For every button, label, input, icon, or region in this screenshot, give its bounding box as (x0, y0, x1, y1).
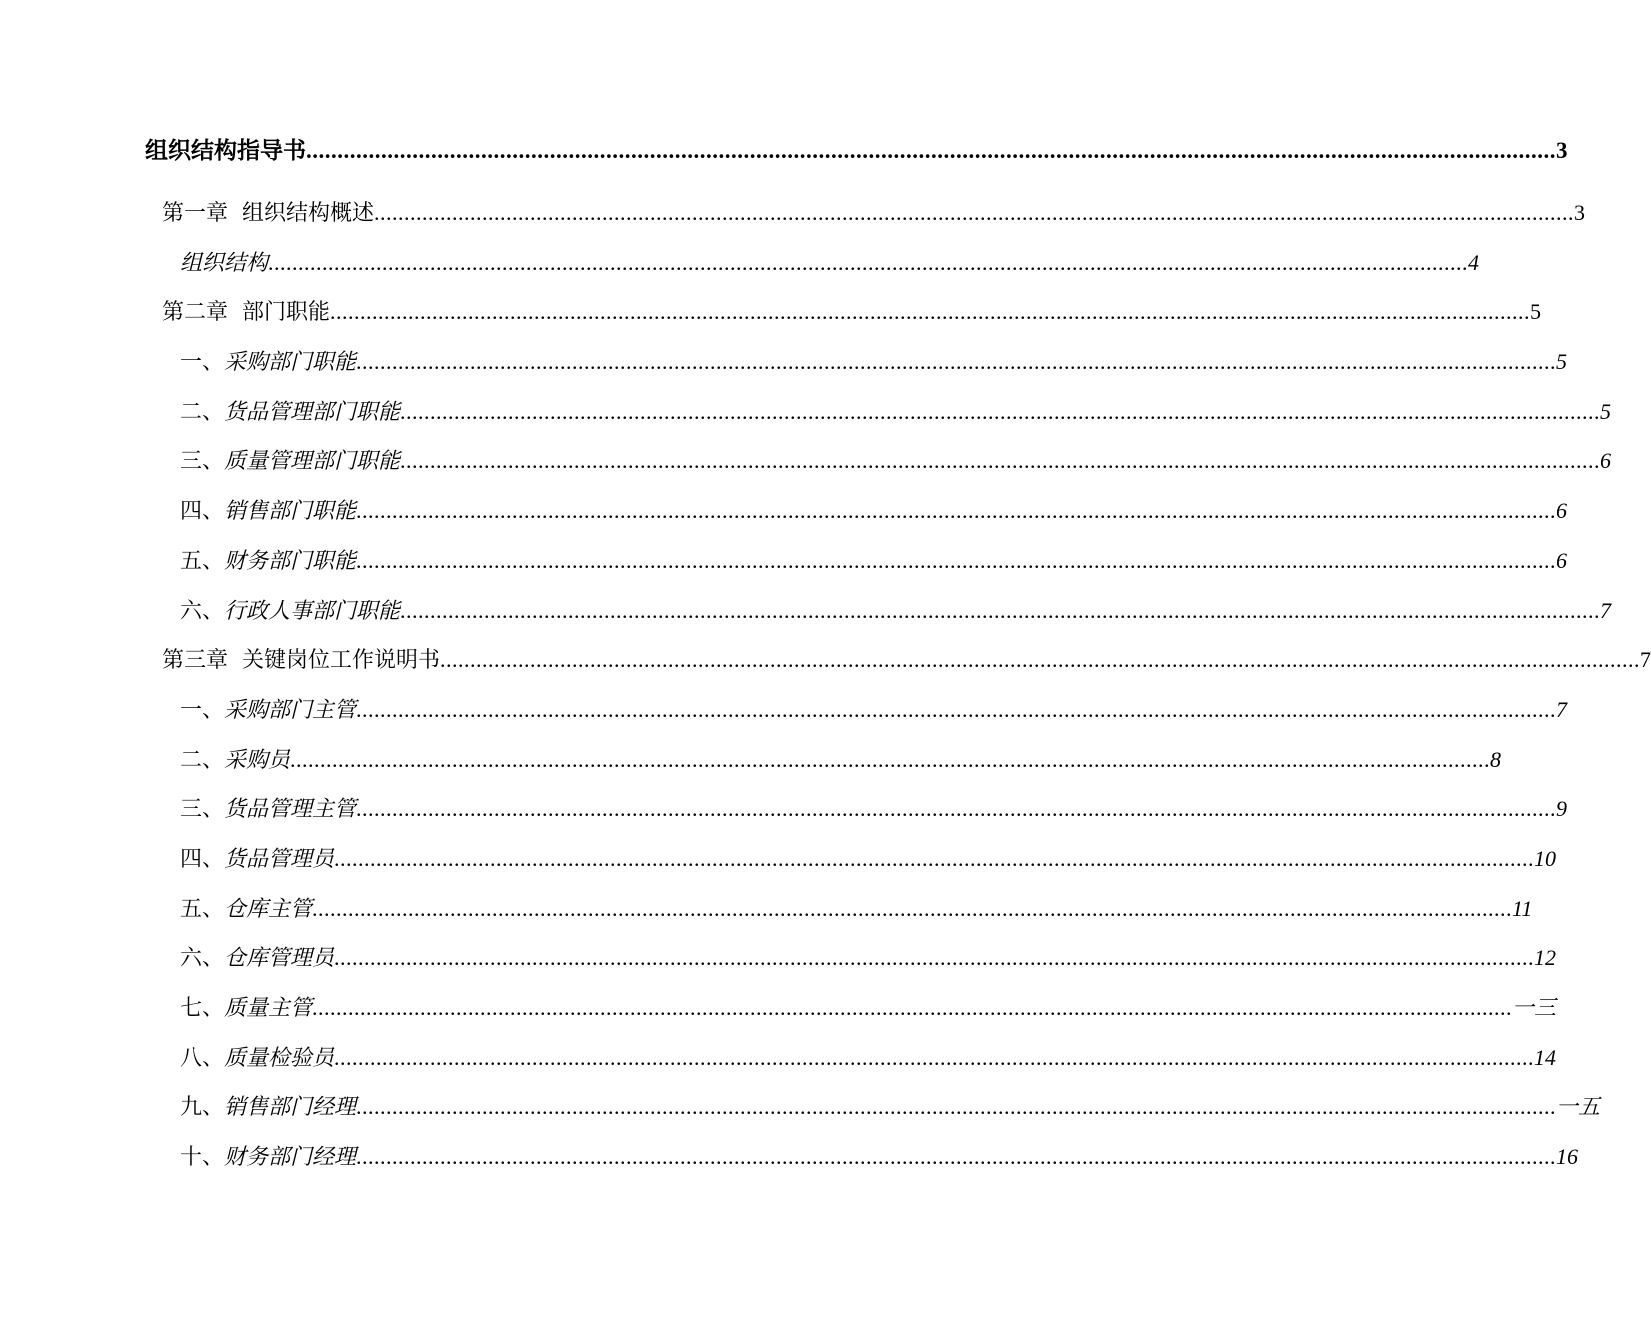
toc-dot-leader: ........................................................................................................................................................................................................ (374, 200, 1575, 225)
toc-page-number: 12 (1534, 945, 1557, 971)
toc-dot-leader: ........................................................................................................................................................................................................ (290, 746, 1491, 772)
toc-page-number: 14 (1534, 1044, 1557, 1070)
toc-entry-title: 组织结构 (180, 250, 269, 276)
toc-entry[interactable] (145, 238, 1480, 288)
toc-entry-number: 一、 (180, 697, 225, 723)
toc-entry[interactable] (145, 536, 1568, 586)
toc-entry[interactable] (145, 933, 1557, 983)
toc-entry-label (180, 736, 290, 786)
toc-entry-number: 第二章 (162, 300, 229, 326)
toc-page-number: 6 (1556, 498, 1568, 524)
toc-dot-leader: ........................................................................................................................................................................................................ (330, 299, 1531, 325)
toc-entry[interactable] (145, 834, 1557, 884)
toc-page-number: 3 (1574, 200, 1586, 225)
toc-page-number: 5 (1600, 398, 1612, 424)
toc-entry-number: 四、 (180, 499, 225, 525)
toc-entry-number: 三、 (180, 449, 225, 475)
toc-entry[interactable] (145, 983, 1557, 1033)
toc-entry[interactable] (145, 784, 1568, 834)
toc-entry-number: 二、 (180, 399, 225, 425)
toc-page-number: 11 (1512, 895, 1533, 921)
toc-entry-title: 采购部门职能 (224, 350, 357, 376)
toc-dot-leader: ........................................................................................................................................................................................................ (400, 398, 1601, 424)
toc-page-number: 16 (1556, 1144, 1579, 1170)
toc-dot-leader: ........................................................................................................................................................................................................ (400, 597, 1601, 623)
toc-entry-number: 六、 (180, 598, 225, 624)
table-of-contents (145, 130, 1651, 1182)
toc-entry[interactable] (145, 436, 1612, 486)
toc-entry-number: 三、 (180, 797, 225, 823)
toc-entry-title: 采购员 (224, 747, 291, 773)
toc-entry-title: 行政人事部门职能 (224, 598, 401, 624)
toc-entry-label (180, 338, 356, 388)
toc-page-number: 6 (1600, 448, 1612, 474)
toc-entry-label (180, 1083, 356, 1133)
toc-entry[interactable] (145, 387, 1612, 437)
toc-dot-leader: ........................................................................................................................................................................................................ (440, 647, 1641, 673)
toc-entry-label (180, 487, 356, 537)
toc-entry-label (180, 686, 356, 736)
toc-entry-number: 五、 (180, 896, 225, 922)
toc-entry[interactable] (145, 1033, 1557, 1083)
toc-page-number: 9 (1556, 796, 1568, 822)
toc-entry-title: 质量管理部门职能 (224, 449, 401, 475)
toc-page-number: 7 (1600, 597, 1612, 623)
toc-entry-label (180, 885, 312, 935)
toc-entry-label (180, 835, 334, 885)
toc-page-number: 一五 (1556, 1094, 1601, 1120)
toc-entry[interactable] (145, 1132, 1579, 1182)
toc-entry-label (180, 984, 312, 1034)
toc-page-number: 6 (1556, 547, 1568, 573)
toc-dot-leader: ........................................................................................................................................................................................................ (334, 1044, 1535, 1070)
toc-dot-leader: ........................................................................................................................................................................................................ (356, 1144, 1557, 1170)
toc-dot-leader: ........................................................................................................................................................................................................ (400, 448, 1601, 474)
toc-entry[interactable] (145, 188, 1586, 238)
toc-entry[interactable] (145, 685, 1568, 735)
toc-page-number: 3 (1556, 138, 1568, 163)
toc-entry-label (162, 636, 440, 686)
toc-dot-leader: ........................................................................................................................................................................................................ (334, 845, 1535, 871)
toc-entry-number: 第三章 (162, 648, 229, 674)
toc-entry-title: 关键岗位工作说明书 (242, 648, 441, 674)
toc-page-number: 7 (1556, 696, 1568, 722)
toc-entry[interactable] (145, 884, 1533, 934)
toc-entry-title: 部门职能 (242, 300, 331, 326)
toc-entry[interactable] (145, 486, 1568, 536)
toc-entry-label (145, 130, 306, 172)
toc-entry-title: 质量检验员 (224, 1045, 335, 1071)
toc-entry-title: 采购部门主管 (224, 697, 357, 723)
toc-entry-label (180, 437, 400, 487)
toc-entry-title: 仓库管理员 (224, 946, 335, 972)
toc-entry-title: 财务部门职能 (224, 548, 357, 574)
toc-dot-leader: ........................................................................................................................................................................................................ (356, 1094, 1557, 1120)
toc-entry-label (162, 189, 374, 239)
toc-dot-leader: ........................................................................................................................................................................................................ (356, 796, 1557, 822)
toc-entry-title: 组织结构指导书 (145, 137, 306, 164)
toc-page-number: 7 (1640, 647, 1651, 673)
toc-entry[interactable] (145, 735, 1502, 785)
toc-entry[interactable] (145, 130, 1568, 172)
toc-dot-leader: ........................................................................................................................................................................................................ (312, 995, 1513, 1020)
toc-entry-number: 七、 (180, 996, 225, 1021)
toc-entry-number: 十、 (180, 1145, 225, 1171)
toc-entry[interactable] (145, 337, 1568, 387)
toc-page-number: 一三 (1512, 995, 1557, 1020)
toc-entry[interactable] (145, 1082, 1601, 1132)
toc-entry-number: 一、 (180, 350, 225, 376)
toc-entry-title: 组织结构概述 (242, 201, 375, 226)
toc-entry-number: 四、 (180, 846, 225, 872)
toc-entry-label (180, 587, 400, 637)
toc-entry-label (180, 388, 400, 438)
toc-page-number: 8 (1490, 746, 1502, 772)
toc-entry-number: 六、 (180, 946, 225, 972)
toc-entry[interactable] (145, 635, 1651, 685)
toc-page-number: 10 (1534, 845, 1557, 871)
toc-entry-title: 货品管理主管 (224, 797, 357, 823)
toc-dot-leader: ........................................................................................................................................................................................................ (306, 138, 1556, 163)
toc-entry-label (180, 537, 356, 587)
toc-entry-title: 货品管理员 (224, 846, 335, 872)
toc-entry-number: 第一章 (162, 201, 229, 226)
toc-dot-leader: ........................................................................................................................................................................................................ (356, 498, 1557, 524)
toc-entry-label (180, 785, 356, 835)
toc-entry-label (180, 934, 334, 984)
toc-dot-leader: ........................................................................................................................................................................................................ (334, 945, 1535, 971)
toc-page-number: 4 (1468, 249, 1480, 275)
toc-entry[interactable] (145, 586, 1612, 636)
toc-entry-number: 九、 (180, 1095, 225, 1121)
toc-entry-title: 销售部门职能 (224, 499, 357, 525)
toc-entry-label (180, 239, 268, 289)
toc-entry-title: 财务部门经理 (224, 1145, 357, 1171)
toc-entry-title: 货品管理部门职能 (224, 399, 401, 425)
toc-dot-leader: ........................................................................................................................................................................................................ (356, 349, 1557, 375)
toc-page-number: 5 (1556, 349, 1568, 375)
toc-entry-number: 二、 (180, 747, 225, 773)
toc-entry-title: 销售部门经理 (224, 1095, 357, 1121)
toc-entry-number: 五、 (180, 548, 225, 574)
toc-dot-leader: ........................................................................................................................................................................................................ (268, 249, 1469, 275)
toc-entry-title: 质量主管 (224, 996, 313, 1021)
toc-dot-leader: ........................................................................................................................................................................................................ (356, 696, 1557, 722)
toc-entry-label (180, 1133, 356, 1183)
toc-dot-leader: ........................................................................................................................................................................................................ (312, 895, 1513, 921)
toc-entry-title: 仓库主管 (224, 896, 313, 922)
toc-entry-label (180, 1034, 334, 1084)
toc-entry-label (162, 288, 330, 338)
toc-entry-number: 八、 (180, 1045, 225, 1071)
toc-dot-leader: ........................................................................................................................................................................................................ (356, 547, 1557, 573)
toc-entry[interactable] (145, 287, 1542, 337)
toc-page-number: 5 (1530, 299, 1542, 325)
